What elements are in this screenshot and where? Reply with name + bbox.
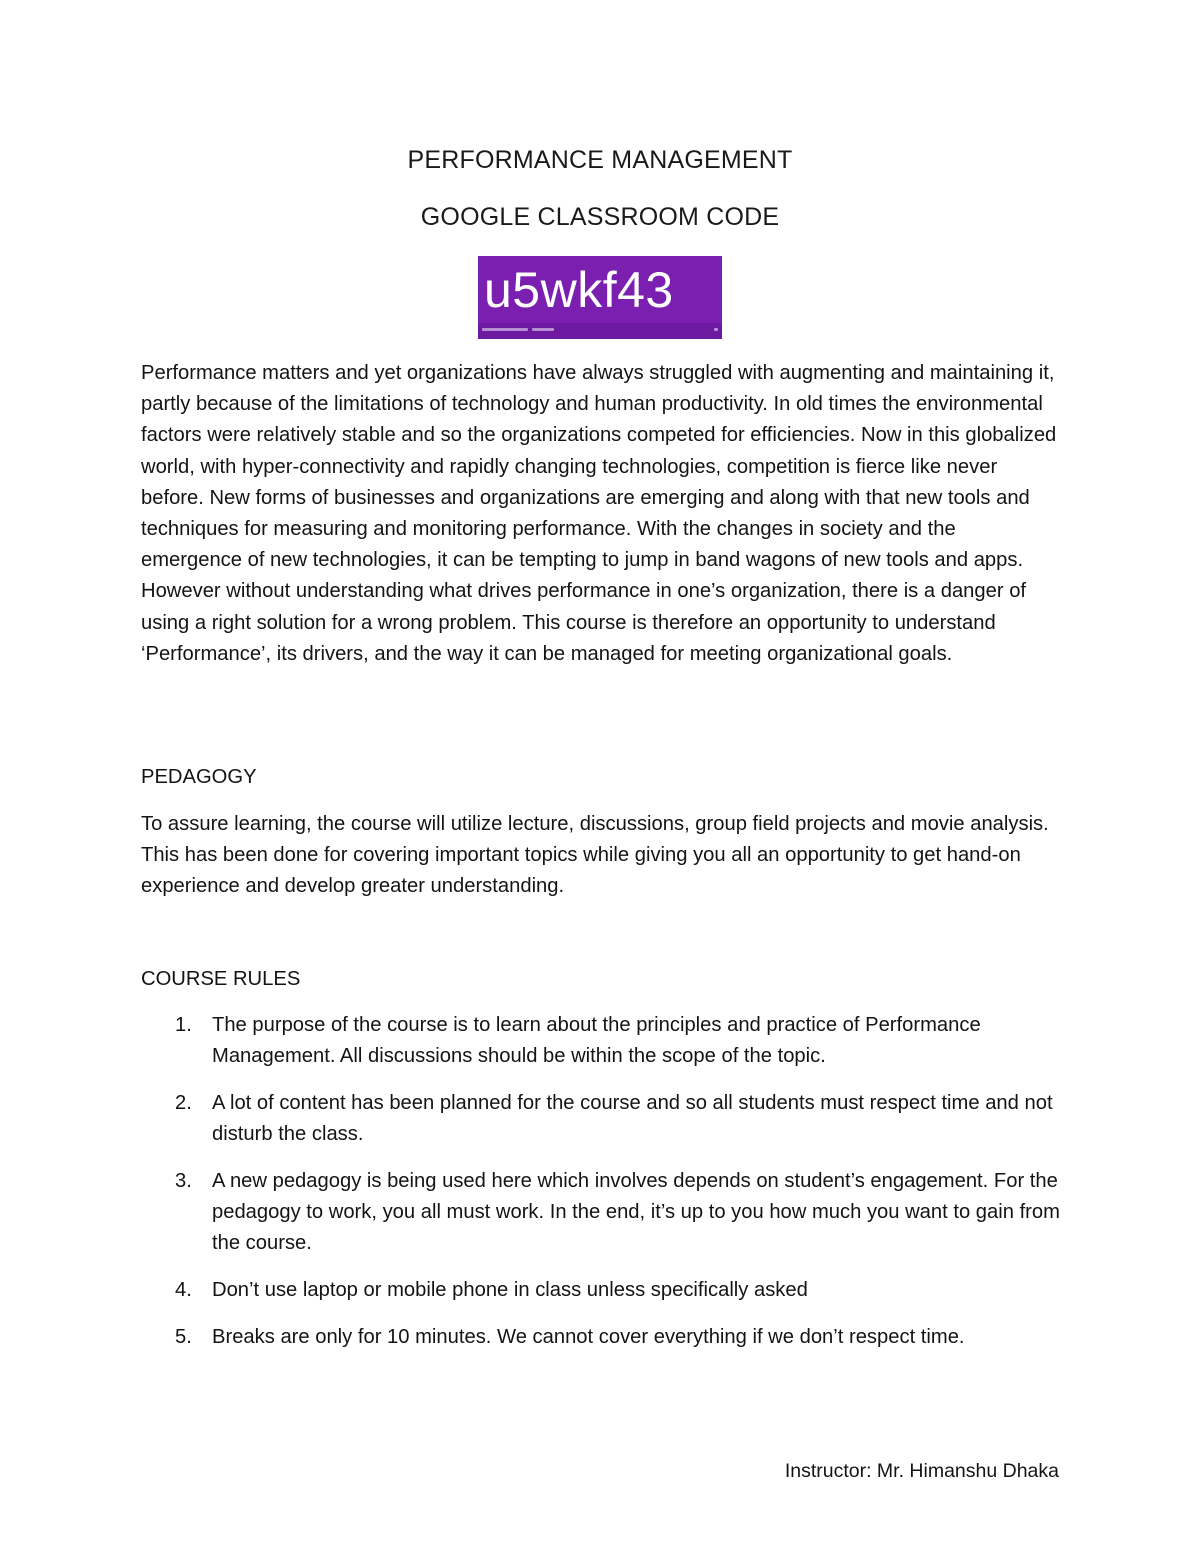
rule-number: 2. [175,1091,192,1114]
rule-number: 5. [175,1325,192,1348]
rule-text: A lot of content has been planned for the course and so all students must respect time and not disturb the class. [212,1091,1053,1146]
rule-item [141,1322,1061,1353]
course-rules-list [141,1010,1061,1368]
banner-footer-mark [714,328,718,331]
pedagogy-paragraph: To assure learning, the course will utilize lecture, discussions, group field projects and movie analysis. This has been done for covering important topics while giving you all an opportunity to get hand-on experience and develop greater understanding. [141,813,1049,898]
rule-text: The purpose of the course is to learn about the principles and practice of Performance Management. All discussions should be within the scope of the topic. [212,1014,981,1068]
banner-footer-strip [478,323,722,339]
course-rules-heading: COURSE RULES [141,968,301,990]
banner-footer-mark [532,328,554,331]
rule-text: Don’t use laptop or mobile phone in class unless specifically asked [212,1278,808,1301]
banner-footer-mark [482,328,528,331]
instructor-name: Instructor: Mr. Himanshu Dhaka [784,1460,1059,1482]
intro-paragraph: Performance matters and yet organizations have always struggled with augmenting and maintaining it, partly because of the limitations of technology and human productivity. In old times the environmental factors were relatively stable and so the organizations competed for efficiencies. Now in this globalized world, with hyper-connectivity and rapidly changing technologies, competition is fierce like never before. New forms of businesses and organizations are emerging and along with that new tools and techniques for measuring and monitoring performance. With the changes in society and the emergence of new technologies, it can be tempting to jump in band wagons of new tools and apps. However without understanding what drives performance in one’s organization, there is a danger of using a right solution for a wrong problem. This course is therefore an opportunity to understand ‘Performance’, its drivers, and the way it can be managed for meeting organizational goals. [141,362,1057,665]
rule-number: 3. [175,1169,192,1192]
pedagogy-heading: PEDAGOGY [141,766,257,788]
rule-text: Breaks are only for 10 minutes. We cannot cover everything if we don’t respect time. [212,1325,965,1348]
document-title: PERFORMANCE MANAGEMENT [407,146,793,174]
rule-number: 1. [175,1014,192,1036]
rule-item [141,1166,1061,1260]
rule-text: A new pedagogy is being used here which involves depends on student’s engagement. For the pedagogy to work, you all must work. In the end, it’s up to you how much you want to gain from the course. [212,1169,1060,1255]
rule-number: 4. [175,1278,192,1301]
rule-item [141,1088,1061,1150]
rule-item [141,1010,1061,1072]
classroom-code-banner [478,256,722,339]
document-subtitle: GOOGLE CLASSROOM CODE [420,203,780,231]
classroom-code: u5wkf43 [484,262,674,318]
rule-item [141,1275,1061,1306]
